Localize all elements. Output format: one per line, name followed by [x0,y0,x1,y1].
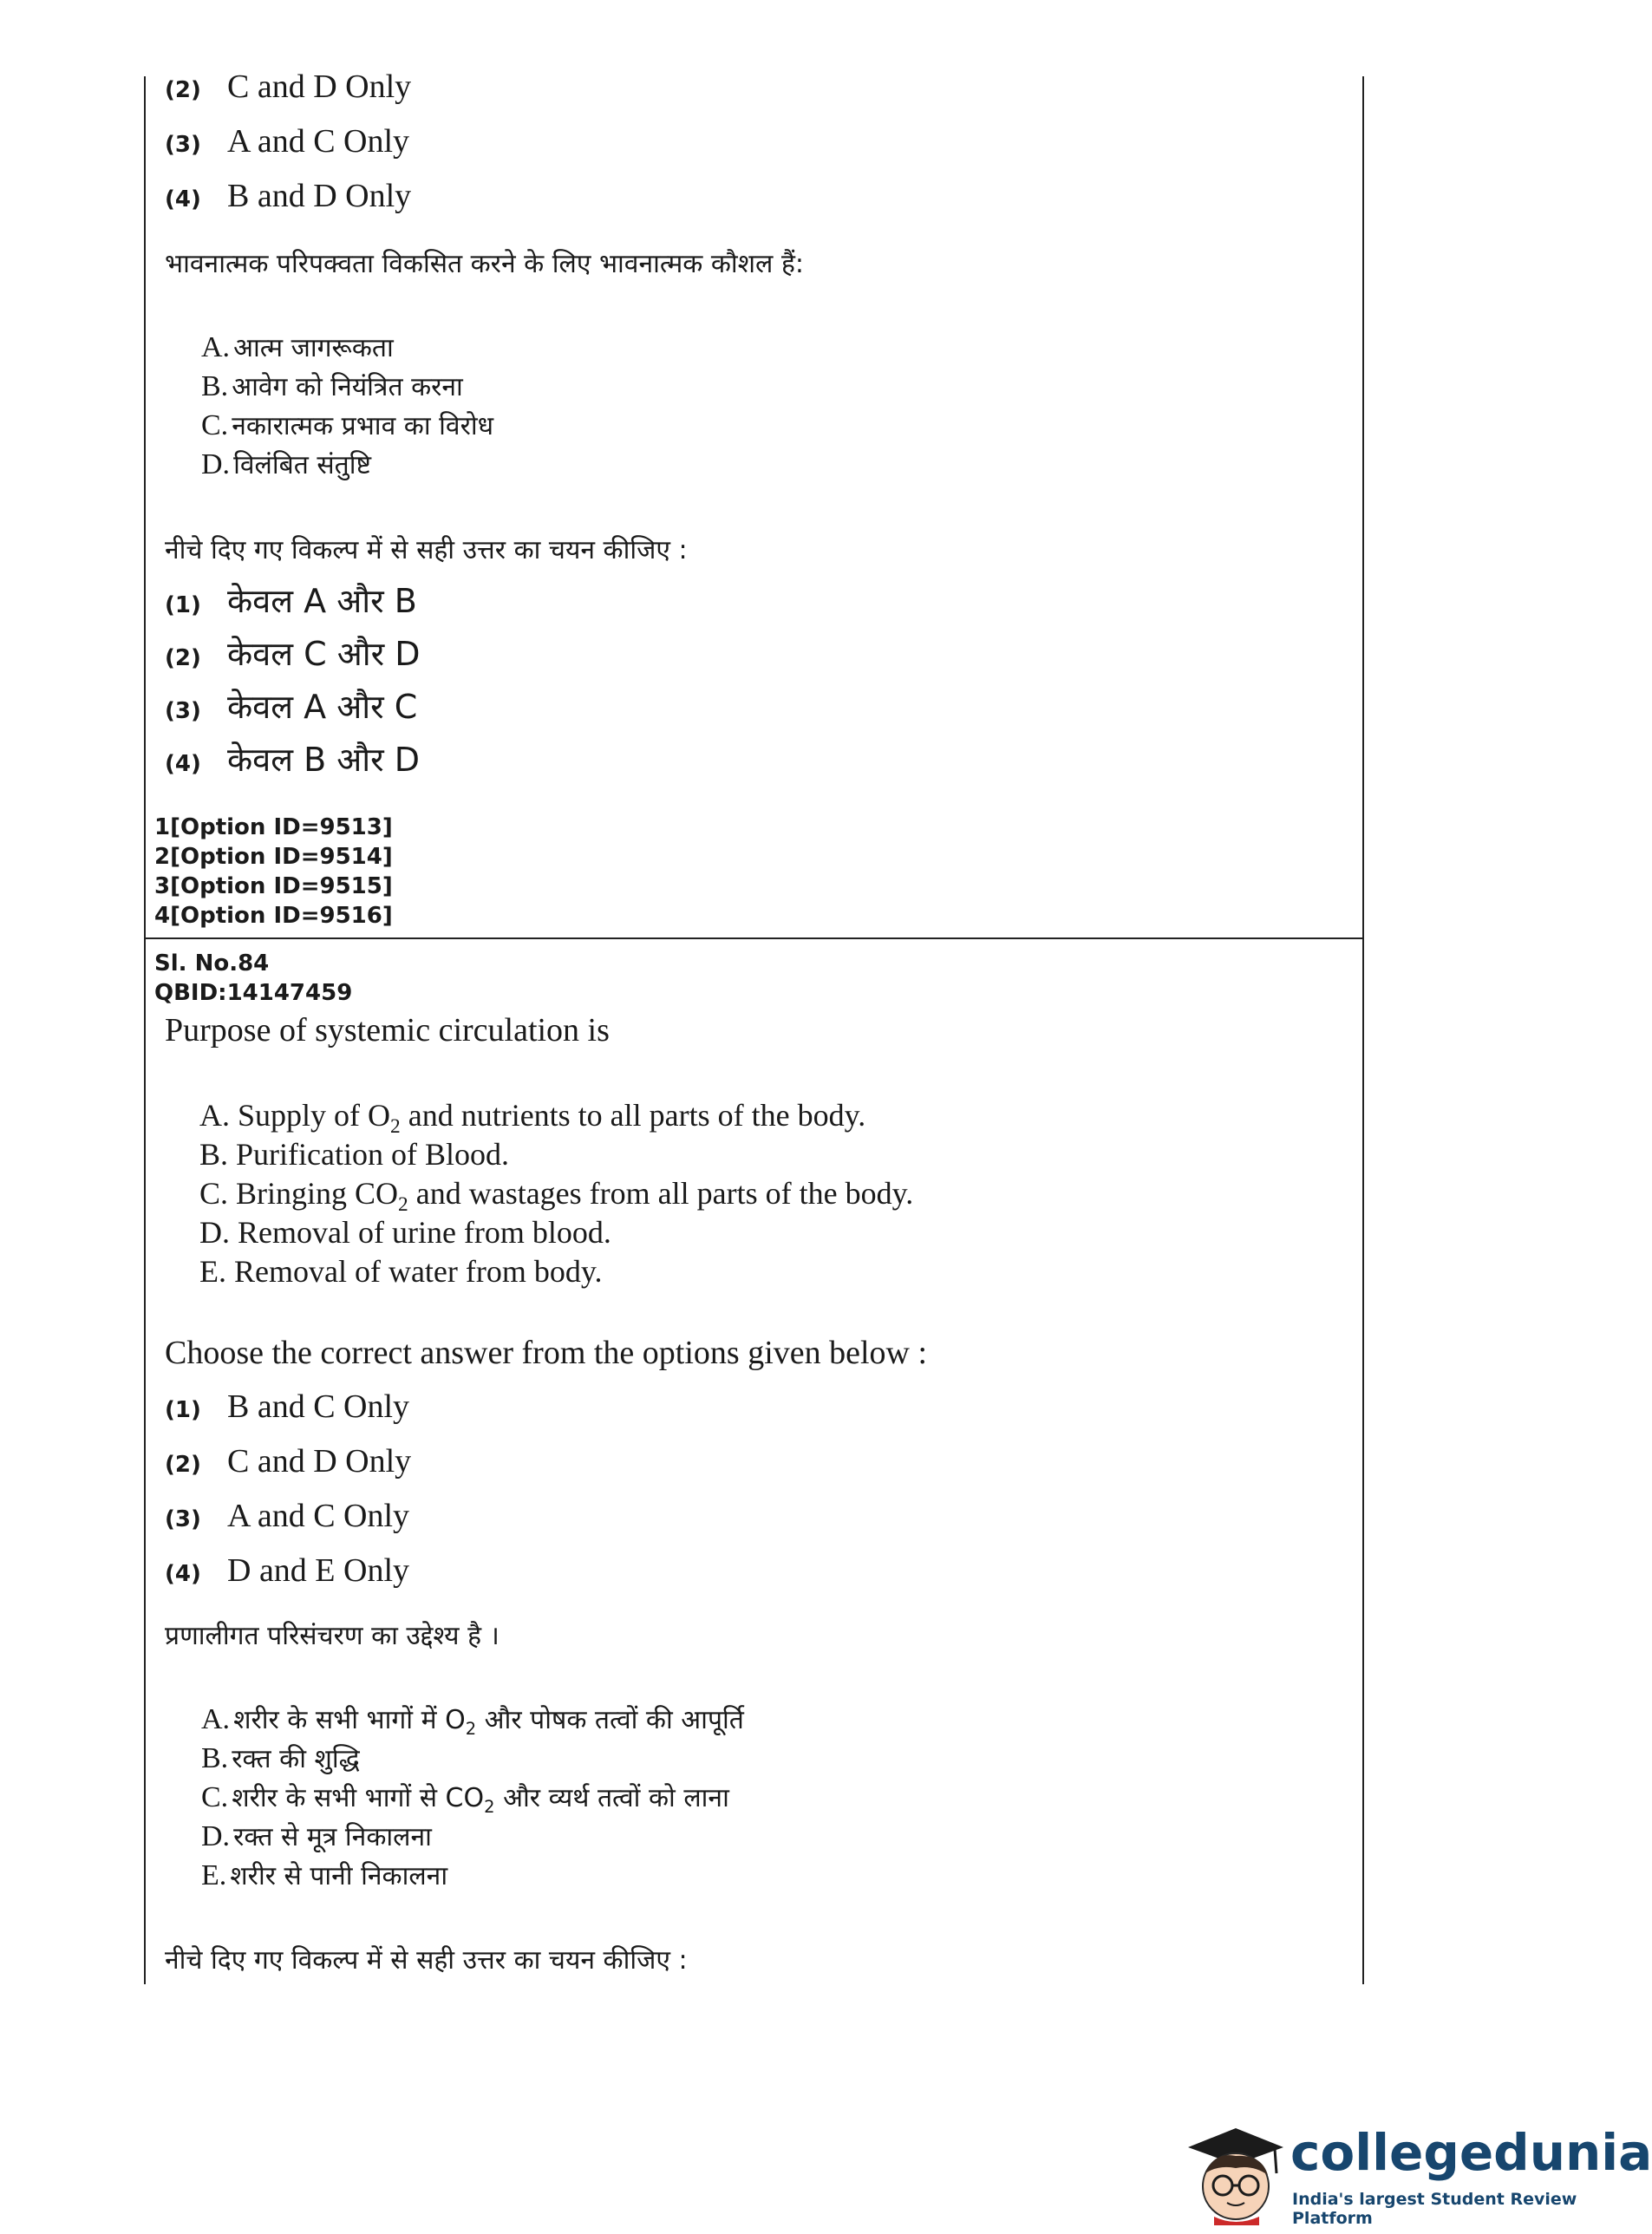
list-item: D. विलंबित संतुष्टि [201,448,372,480]
list-item: A. शरीर के सभी भागों में $O_2$ और पोषक तत्वों की आपूर्ति [201,1703,744,1739]
serial-number: Sl. No.84 [154,950,270,977]
list-item: E. Removal of water from body. [199,1254,603,1289]
list-item: A. आत्म जागरूकता [201,331,394,363]
option-id-list: 1[Option ID=9513] 2[Option ID=9514] 3[Option ID=9515] 4[Option ID=9516] [154,814,393,929]
option-row: (2) C and D Only [165,1443,412,1480]
option-row: (3) A and C Only [165,123,410,160]
list-item: B. आवेग को नियंत्रित करना [201,370,463,402]
list-item: B. Purification of Blood. [199,1137,509,1172]
qbid: QBID:14147459 [154,980,353,1006]
option-row: (1) केवल A और B [165,582,417,620]
options-en [165,1388,411,1606]
items-en [199,1096,913,1291]
option-row: (3) A and C Only [165,1498,410,1534]
list-item: B. रक्त की शुद्धि [201,1742,360,1774]
list-item: C. Bringing $CO_2$ and wastages from all parts of the body. [199,1176,914,1217]
list-item: C. शरीर के सभी भागों से $CO_2$ और व्यर्थ तत्वों को लाना [201,1781,729,1817]
list-item: A. Supply of $O_2$ and nutrients to all parts of the body. [199,1098,866,1139]
question-stem-en: Purpose of systemic circulation is [165,1012,610,1048]
list-item: E. शरीर से पानी निकालना [201,1859,448,1891]
prev-options-hindi [165,578,421,789]
option-row: (3) केवल A और C [165,688,418,726]
question-stem-hindi: प्रणालीगत परिसंचरण का उद्देश्य है । [165,1621,500,1651]
option-row: (4) D and E Only [165,1552,410,1589]
list-item: C. नकारात्मक प्रभाव का विरोध [201,409,494,441]
option-row: (2) C and D Only [165,69,412,105]
option-row: (4) केवल B और D [165,741,421,779]
option-row: (4) B and D Only [165,178,412,214]
choose-instruction-en: Choose the correct answer from the options given below : [165,1335,928,1371]
list-item: D. रक्त से मूत्र निकालना [201,1820,432,1852]
prev-choose-hindi: नीचे दिए गए विकल्प में से सही उत्तर का चयन कीजिए : [165,535,688,565]
option-row: (2) केवल C और D [165,635,421,673]
brand-name: collegedunia [1290,2123,1652,2182]
items-hindi [201,1700,744,1895]
prev-stem-hindi: भावनात्मक परिपक्वता विकसित करने के लिए भावनात्मक कौशल हैं: [165,249,804,279]
question-divider [144,937,1362,939]
question-header [154,949,352,1008]
choose-instruction-hindi: नीचे दिए गए विकल्प में से सही उत्तर का चयन कीजिए : [165,1945,688,1976]
brand-tagline: India's largest Student Review Platform [1292,2190,1577,2228]
prev-options-en [165,68,411,232]
list-item: D. Removal of urine from blood. [199,1215,611,1250]
option-row: (1) B and C Only [165,1388,410,1425]
prev-items-hindi [201,328,493,484]
